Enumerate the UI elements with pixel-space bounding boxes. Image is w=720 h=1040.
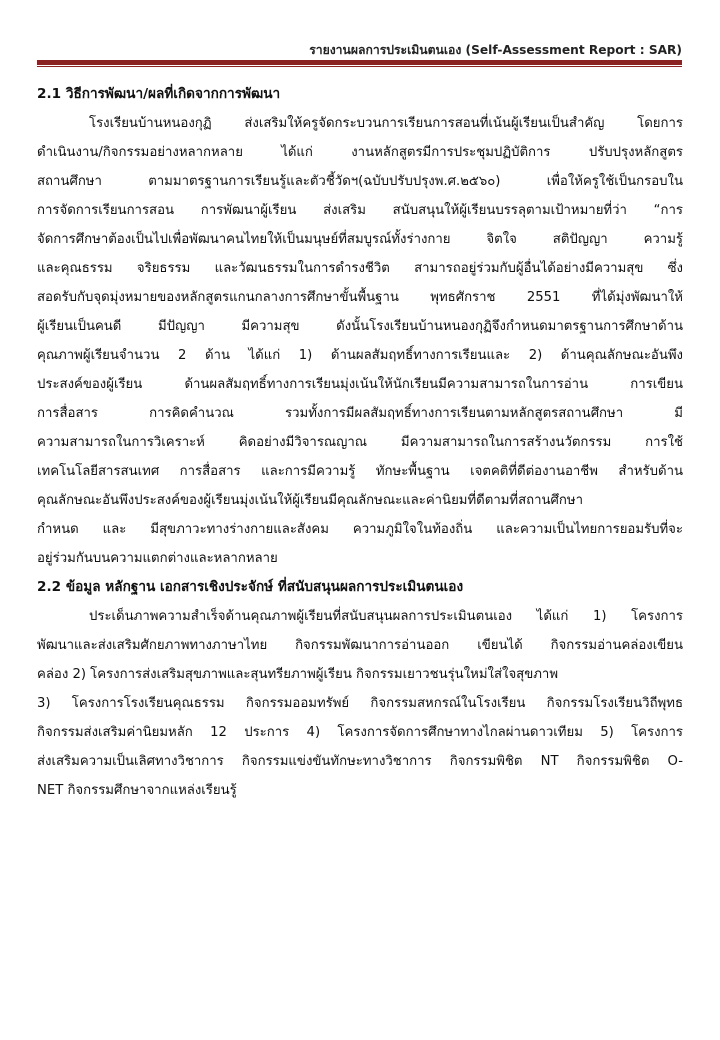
paragraph-line: ดำเนินงาน/กิจกรรมอย่างหลากหลาย ได้แก่ งานหลักสูตรมีการประชุมปฏิบัติการ ปรับปรุงหลักสูตร <box>37 145 683 160</box>
paragraph-line: สอดรับกับจุดมุ่งหมายของหลักสูตรแกนกลางการศึกษาขั้นพื้นฐาน พุทธศักราช 2551 ที่ได้มุ่งพัฒนาให้ <box>37 290 683 305</box>
page-header-title: รายงานผลการประเมินตนเอง (Self-Assessment Report : SAR) <box>309 43 682 57</box>
paragraph-line: 3) โครงการโรงเรียนคุณธรรม กิจกรรมออมทรัพย์ กิจกรรมสหกรณ์ในโรงเรียน กิจกรรมโรงเรียนวิถีพุทธ <box>37 696 683 711</box>
header-divider <box>37 60 682 65</box>
paragraph-line: ผู้เรียนเป็นคนดี มีปัญญา มีความสุข ดังนั้นโรงเรียนบ้านหนองกุฏิจึงกำหนดมาตรฐานการศึกษาด้าน <box>37 319 683 334</box>
paragraph-line: ส่งเสริมความเป็นเลิศทางวิชาการ กิจกรรมแข่งขันทักษะทางวิชาการ กิจกรรมพิชิต NT กิจกรรมพิชิต O- <box>37 754 683 769</box>
paragraph-line: พัฒนาและส่งเสริมศักยภาพทางภาษาไทย กิจกรรมพัฒนาการอ่านออก เขียนได้ กิจกรรมอ่านคล่องเขียน <box>37 638 683 653</box>
paragraph-line: เทคโนโลยีสารสนเทศ การสื่อสาร และการมีความรู้ ทักษะพื้นฐาน เจตคติที่ดีต่องานอาชีพ สำหรับด้าน <box>37 464 683 479</box>
document-body <box>37 80 683 805</box>
paragraph-line: การจัดการเรียนการสอน การพัฒนาผู้เรียน ส่งเสริม สนับสนุนให้ผู้เรียนบรรลุตามเป้าหมายที่ว่า “การ <box>37 203 683 218</box>
section-heading: 2.2 ข้อมูล หลักฐาน เอกสารเชิงประจักษ์ ที่สนับสนุนผลการประเมินตนเอง <box>37 579 464 595</box>
paragraph-line: โรงเรียนบ้านหนองกุฏิ ส่งเสริมให้ครูจัดกระบวนการเรียนการสอนที่เน้นผู้เรียนเป็นสำคัญ โดยการ <box>89 116 683 131</box>
header-divider-thin <box>37 66 682 67</box>
paragraph-line: ประเด็นภาพความสำเร็จด้านคุณภาพผู้เรียนที่สนับสนุนผลการประเมินตนเอง ได้แก่ 1) โครงการ <box>89 609 683 624</box>
paragraph-line: ประสงค์ของผู้เรียน ด้านผลสัมฤทธิ์ทางการเรียนมุ่งเน้นให้นักเรียนมีความสามารถในการอ่าน การเขียน <box>37 377 683 392</box>
paragraph-line: จัดการศึกษาต้องเป็นไปเพื่อพัฒนาคนไทยให้เป็นมนุษย์ที่สมบูรณ์ทั้งร่างกาย จิตใจ สติปัญญา ความรู้ <box>37 232 683 247</box>
paragraph-line: ความสามารถในการวิเคราะห์ คิดอย่างมีวิจารณญาณ มีความสามารถในการสร้างนวัตกรรม การใช้ <box>37 435 683 450</box>
paragraph-line: กำหนด และ มีสุขภาวะทางร่างกายและสังคม ความภูมิใจในท้องถิ่น และความเป็นไทยการยอมรับที่จะ <box>37 522 683 537</box>
paragraph-line: สถานศึกษา ตามมาตรฐานการเรียนรู้และตัวชี้วัดฯ(ฉบับปรับปรุงพ.ศ.๒๕๖๐) เพื่อให้ครูใช้เป็นกรอบใน <box>37 174 683 189</box>
section-heading: 2.1 วิธีการพัฒนา/ผลที่เกิดจากการพัฒนา <box>37 86 281 102</box>
paragraph-line: คล่อง 2) โครงการส่งเสริมสุขภาพและสุนทรียภาพผู้เรียน กิจกรรมเยาวชนรุ่นใหม่ใส่ใจสุขภาพ <box>37 667 559 682</box>
paragraph-line: และคุณธรรม จริยธรรม และวัฒนธรรมในการดำรงชีวิต สามารถอยู่ร่วมกับผู้อื่นได้อย่างมีความสุข ซึ่ง <box>37 261 683 276</box>
paragraph-line: คุณลักษณะอันพึงประสงค์ของผู้เรียนมุ่งเน้นให้ผู้เรียนมีคุณลักษณะและค่านิยมที่ดีตามที่สถานศึกษา <box>37 493 584 508</box>
paragraph-line: กิจกรรมส่งเสริมค่านิยมหลัก 12 ประการ 4) โครงการจัดการศึกษาทางไกลผ่านดาวเทียม 5) โครงการ <box>37 725 683 740</box>
paragraph-line: คุณภาพผู้เรียนจำนวน 2 ด้าน ได้แก่ 1) ด้านผลสัมฤทธิ์ทางการเรียนและ 2) ด้านคุณลักษณะอันพึง <box>37 348 683 363</box>
paragraph-line: การสื่อสาร การคิดคำนวณ รวมทั้งการมีผลสัมฤทธิ์ทางการเรียนตามหลักสูตรสถานศึกษา มี <box>37 406 683 421</box>
paragraph-line: อยู่ร่วมกันบนความแตกต่างและหลากหลาย <box>37 551 278 566</box>
paragraph-line: NET กิจกรรมศึกษาจากแหล่งเรียนรู้ <box>37 783 237 798</box>
